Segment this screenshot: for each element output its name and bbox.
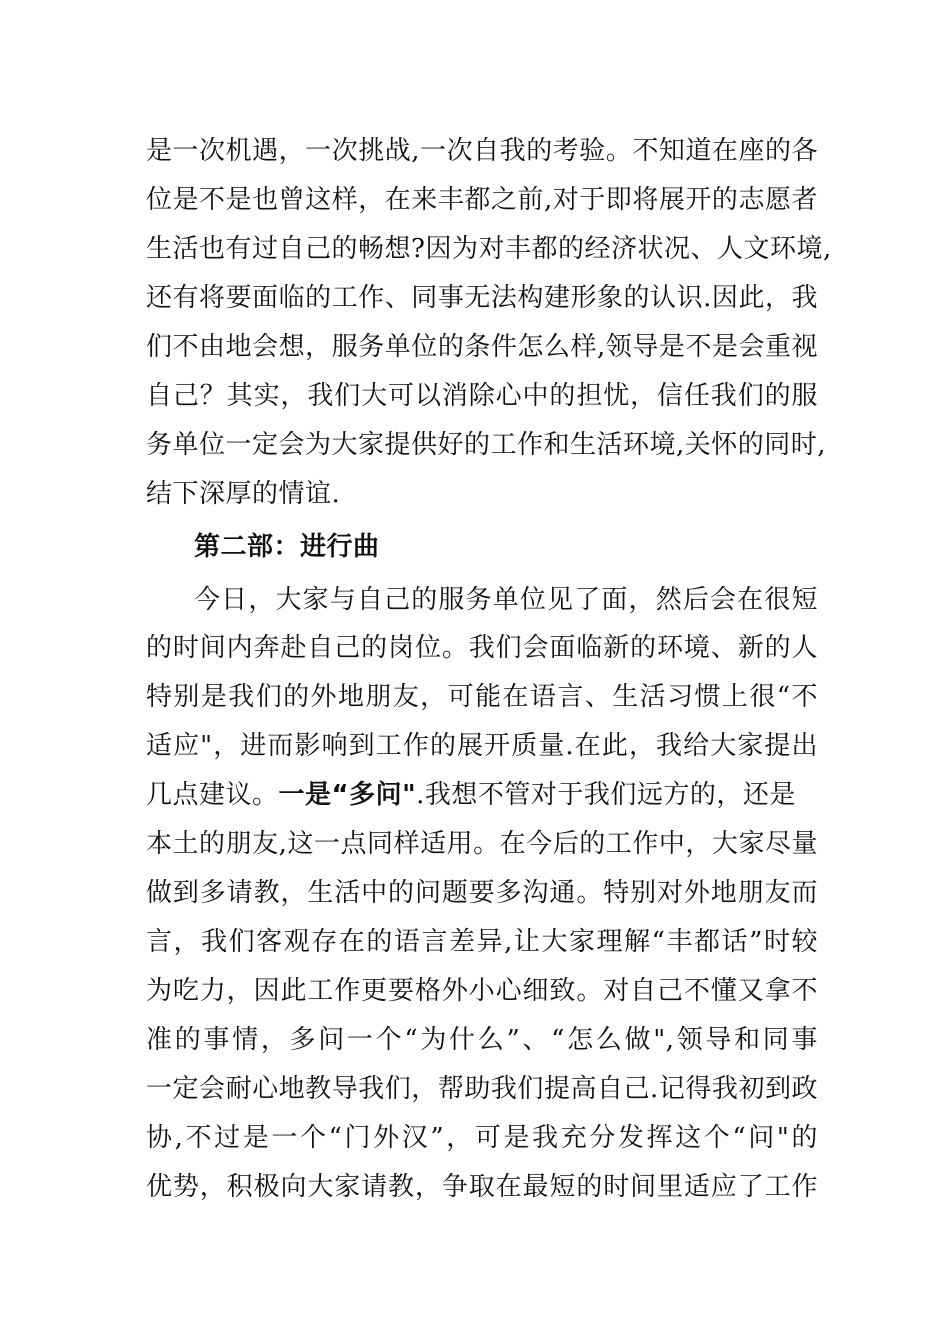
text-line: 准的事情，多问一个“为什么”、“怎么做",领导和同事: [146, 1025, 818, 1055]
text-line: 还有将要面临的工作、同事无法构建形象的认识.因此，我: [146, 283, 818, 313]
text-line: 是一次机遇，一次挑战,一次自我的考验。不知道在座的各: [146, 136, 818, 166]
bold-emphasis: 一是“多问": [278, 780, 417, 810]
text-line: 务单位一定会为大家提供好的工作和生活环境,关怀的同时,: [146, 430, 827, 460]
text-line: [146, 775, 818, 815]
section-heading: 第二部：进行曲: [194, 532, 380, 562]
text-line: 一定会耐心地教导我们，帮助我们提高自己.记得我初到政: [146, 1074, 818, 1104]
text-segment: 几点建议。: [146, 780, 279, 810]
text-line: 今日，大家与自己的服务单位见了面，然后会在很短: [194, 585, 818, 615]
text-line: 的时间内奔赴自己的岗位。我们会面临新的环境、新的人: [146, 633, 818, 663]
text-line: 生活也有过自己的畅想?因为对丰都的经济状况、人文环境,: [146, 234, 832, 264]
text-line: 适应"，进而影响到工作的展开质量.在此，我给大家提出: [146, 731, 818, 761]
text-line: 做到多请教，生活中的问题要多沟通。特别对外地朋友而: [146, 878, 818, 908]
text-line: 本土的朋友,这一点同样适用。在今后的工作中，大家尽量: [146, 829, 818, 859]
text-line: 为吃力，因此工作更要格外小心细致。对自己不懂又拿不: [146, 976, 818, 1006]
text-line: 特别是我们的外地朋友，可能在语言、生活习惯上很“不: [146, 682, 818, 712]
text-line: 自己？其实，我们大可以消除心中的担忧，信任我们的服: [146, 381, 818, 411]
text-line: 优势，积极向大家请教，争取在最短的时间里适应了工作: [146, 1172, 818, 1202]
text-line: 结下深厚的情谊.: [146, 479, 341, 509]
text-line: 言，我们客观存在的语言差异,让大家理解“丰都话”时较: [146, 927, 818, 957]
text-segment: .我想不管对于我们远方的，还是: [416, 780, 796, 810]
text-line: 协,不过是一个“门外汉”，可是我充分发挥这个“问"的: [146, 1123, 818, 1153]
text-line: 位是不是也曾这样，在来丰都之前,对于即将展开的志愿者: [146, 185, 818, 215]
text-line: 们不由地会想，服务单位的条件怎么样,领导是不是会重视: [146, 332, 818, 362]
